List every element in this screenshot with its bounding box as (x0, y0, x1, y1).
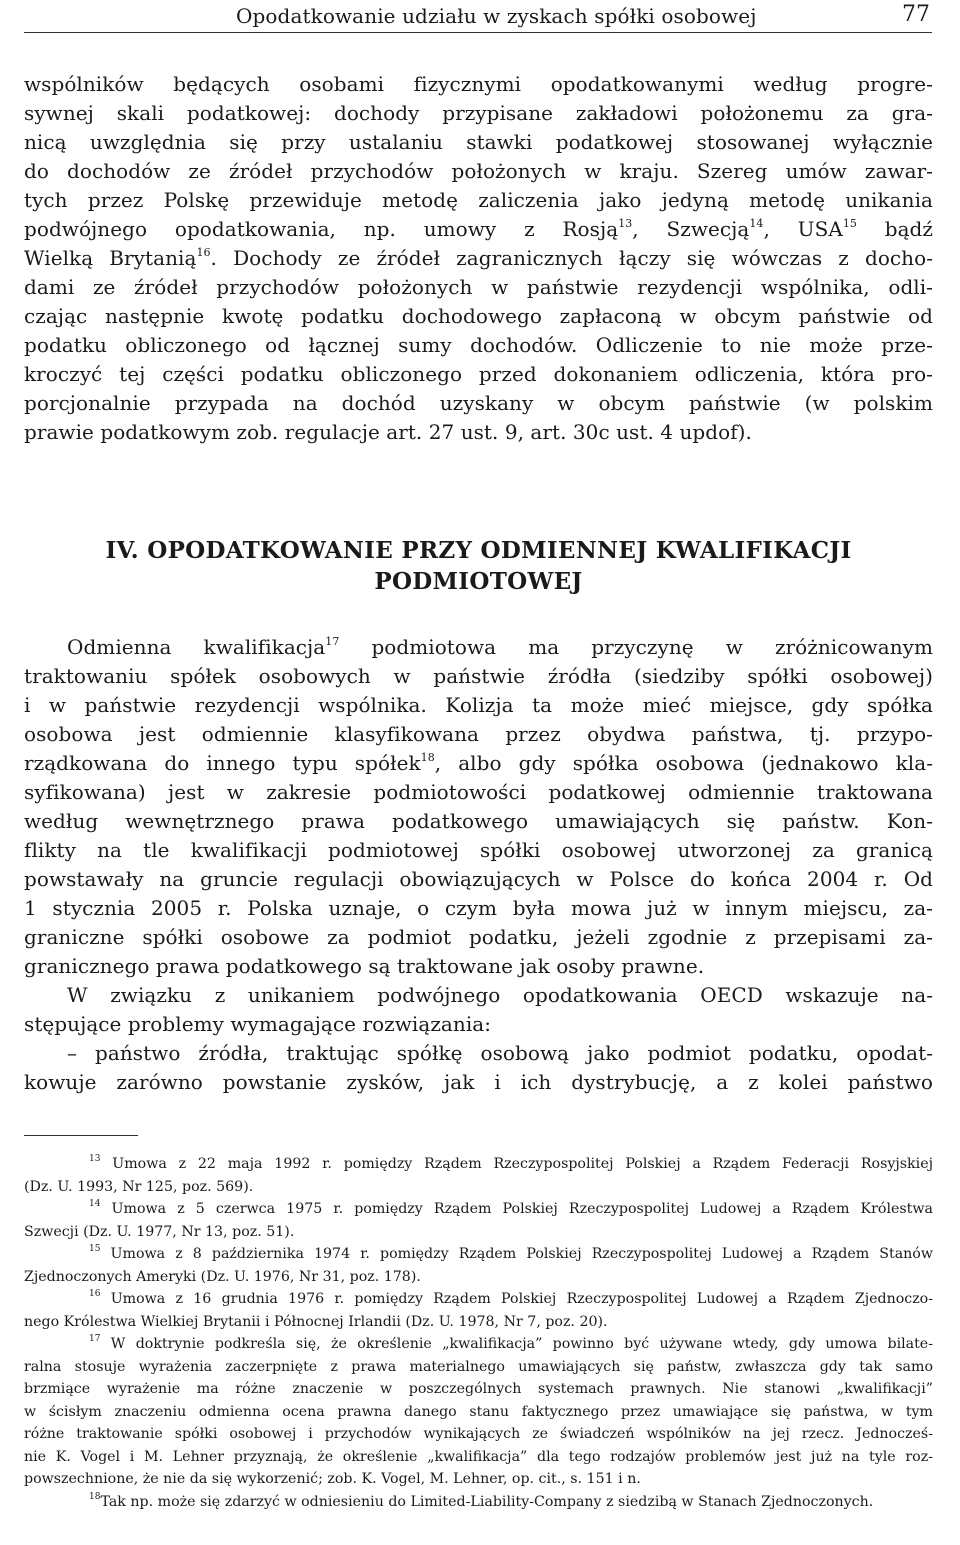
footnote-ref-18[interactable]: 18 (420, 751, 435, 764)
footnotes (24, 1153, 933, 1513)
section-title-line: IV. OPODATKOWANIE PRZY ODMIENNEJ KWALIFIKACJI (105, 537, 852, 564)
text-line: syfikowana) jest w zakresie podmiotowości podatkowej odmiennie traktowana (24, 780, 933, 804)
text-line: porcjonalnie przypada na dochód uzyskany w obcym państwie (w polskim (24, 391, 933, 415)
text-line: wspólników będących osobami fizycznymi opodatkowanymi według progre- (24, 72, 933, 96)
text-line: stępujące problemy wymagające rozwiązania: (24, 1012, 492, 1036)
list-item-line: – państwo źródła, traktując spółkę osobową jako podmiot podatku, opodat- (67, 1041, 933, 1065)
text-line: rządkowana do innego typu spółek$^{18}$, albo gdy spółka osobowa (jednakowo kla- (24, 751, 933, 775)
footnote-line: (Dz. U. 1993, Nr 125, poz. 569). (24, 1178, 254, 1195)
section-title-line: PODMIOTOWEJ (374, 568, 583, 595)
footnote-16: $^{16}$ Umowa z 16 grudnia 1976 r. pomiędzy Rządem Polskiej Rzeczypospolitej Ludowej a Rządem Zjednoczo- (89, 1289, 933, 1307)
paragraph-1 (24, 70, 933, 447)
page-number: 77 (902, 2, 930, 27)
text-line: podwójnego opodatkowania, np. umowy z Rosją$^{13}$, Szwecją$^{14}$, USA$^{15}$ bądź (24, 217, 933, 241)
footnote-13: $^{13}$ Umowa z 22 maja 1992 r. pomiędzy Rządem Rzeczypospolitej Polskiej a Rządem Federacji Rosyjskiej (89, 1154, 933, 1172)
text-line: do dochodów ze źródeł przychodów położonych w kraju. Szereg umów zawar- (24, 159, 933, 183)
text-line: granicznego prawa podatkowego są traktowane jak osoby prawne. (24, 954, 705, 978)
paragraph-2 (24, 633, 933, 1097)
footnote-ref-16[interactable]: 16 (196, 246, 211, 259)
section-heading (24, 535, 933, 597)
footnote-ref-17[interactable]: 17 (325, 635, 340, 648)
footnote-line: różne traktowanie spółki osobowej i przychodów wynikających ze świadczeń wspólników na jej rzecz. Jednocześ- (24, 1426, 933, 1442)
text-line: tych przez Polskę przewiduje metodę zaliczenia jako jedyną metodę unikania (24, 188, 933, 212)
footnote-18: $^{18}$Tak np. może się zdarzyć w odniesieniu do Limited-Liability-Company z siedzibą w Stanach Zjednoczonych. (89, 1491, 874, 1510)
footnote-line: Zjednoczonych Ameryki (Dz. U. 1976, Nr 31, poz. 178). (24, 1268, 421, 1285)
text-line: osobowa jest odmiennie klasyfikowana przez obydwa państwa, tj. przypo- (24, 722, 933, 746)
footnote-line: nego Królestwa Wielkiej Brytanii i Północnej Irlandii (Dz. U. 1978, Nr 7, poz. 20). (24, 1313, 608, 1330)
text-line: dami ze źródeł przychodów położonych w państwie rezydencji wspólnika, odli- (24, 275, 933, 299)
footnote-separator (24, 1135, 138, 1136)
text-line: powstawały na gruncie regulacji obowiązujących w Polsce do końca 2004 r. Od (24, 867, 933, 891)
footnote-14: $^{14}$ Umowa z 5 czerwca 1975 r. pomiędzy Rządem Polskiej Rzeczypospolitej Ludowej a Rządem Królestwa (89, 1199, 933, 1217)
footnote-15: $^{15}$ Umowa z 8 października 1974 r. pomiędzy Rządem Polskiej Rzeczypospolitej Ludowej a Rządem Stanów (89, 1244, 933, 1262)
footnote-line: nie K. Vogel i M. Lehner przyznają, że określenie „kwalifikacja” dla tego rodzajów problemów jest już na tyle roz- (24, 1448, 933, 1465)
text-line: według wewnętrznego prawa podatkowego umawiających się państw. Kon- (24, 809, 933, 833)
text-line: prawie podatkowym zob. regulacje art. 27 ust. 9, art. 30c ust. 4 updof). (24, 420, 752, 444)
text-line: 1 stycznia 2005 r. Polska uznaje, o czym była mowa już w innym miejscu, za- (24, 896, 933, 920)
text-line: podatku obliczonego od łącznej sumy dochodów. Odliczenie to nie może prze- (24, 333, 933, 357)
text-line: kowuje zarówno powstanie zysków, jak i ich dystrybucję, a z kolei państwo (24, 1070, 933, 1094)
text-line: Odmienna kwalifikacja$^{17}$ podmiotowa ma przyczynę w zróżnicowanym (67, 635, 933, 659)
footnote-line: ralna stosuje wyrażenia zaczerpnięte z prawa materialnego umawiających się państw, zwłaszcza gdy tak samo (24, 1358, 933, 1375)
footnote-ref-13[interactable]: 13 (618, 217, 633, 230)
footnote-ref-14[interactable]: 14 (749, 217, 764, 230)
text-line: nicą uwzględnia się przy ustalaniu stawki podatkowej stosowanej wyłącznie (24, 130, 933, 154)
text-line: W związku z unikaniem podwójnego opodatkowania OECD wskazuje na- (67, 983, 933, 1007)
footnote-line: w ścisłym znaczeniu odmienna ocena prawna danego stanu faktycznego przez umawiające się państwa, w tym (24, 1403, 933, 1420)
text-line: i w państwie rezydencji wspólnika. Kolizja ta może mieć miejsce, gdy spółka (24, 693, 933, 717)
text-line: czając następnie kwotę podatku dochodowego zapłaconą w obcym państwie od (24, 304, 933, 328)
text-line: flikty na tle kwalifikacji podmiotowej spółki osobowej utworzonej za granicą (24, 838, 933, 862)
running-head: Opodatkowanie udziału w zyskach spółki osobowej (236, 4, 757, 28)
text-line: graniczne spółki osobowe za podmiot podatku, jeżeli zgodnie z przepisami za- (24, 925, 933, 949)
text-line: traktowaniu spółek osobowych w państwie źródła (siedziby spółki osobowej) (24, 664, 933, 688)
footnote-line: brzmiące wyrażenie ma różne znaczenie w poszczególnych systemach prawnych. Nie stanowi „kwalifikacji” (24, 1381, 933, 1397)
text-line: sywnej skali podatkowej: dochody przypisane zakładowi położonemu za gra- (24, 101, 933, 125)
page-header (24, 2, 932, 33)
footnote-ref-15[interactable]: 15 (842, 217, 857, 230)
footnote-17: $^{17}$ W doktrynie podkreśla się, że określenie „kwalifikacja” powinno być używane wtedy, gdy umowa bilate- (89, 1334, 933, 1352)
footnote-line: powszechnione, że nie da się wykorzenić; zob. K. Vogel, M. Lehner, op. cit., s. 151 i n. (24, 1471, 641, 1487)
text-line: kroczyć tej części podatku obliczonego przed dokonaniem odliczenia, która pro- (24, 362, 933, 386)
text-line: Wielką Brytanią$^{16}$. Dochody ze źródeł zagranicznych łączy się wówczas z docho- (24, 246, 934, 270)
footnote-line: Szwecji (Dz. U. 1977, Nr 13, poz. 51). (24, 1223, 295, 1240)
